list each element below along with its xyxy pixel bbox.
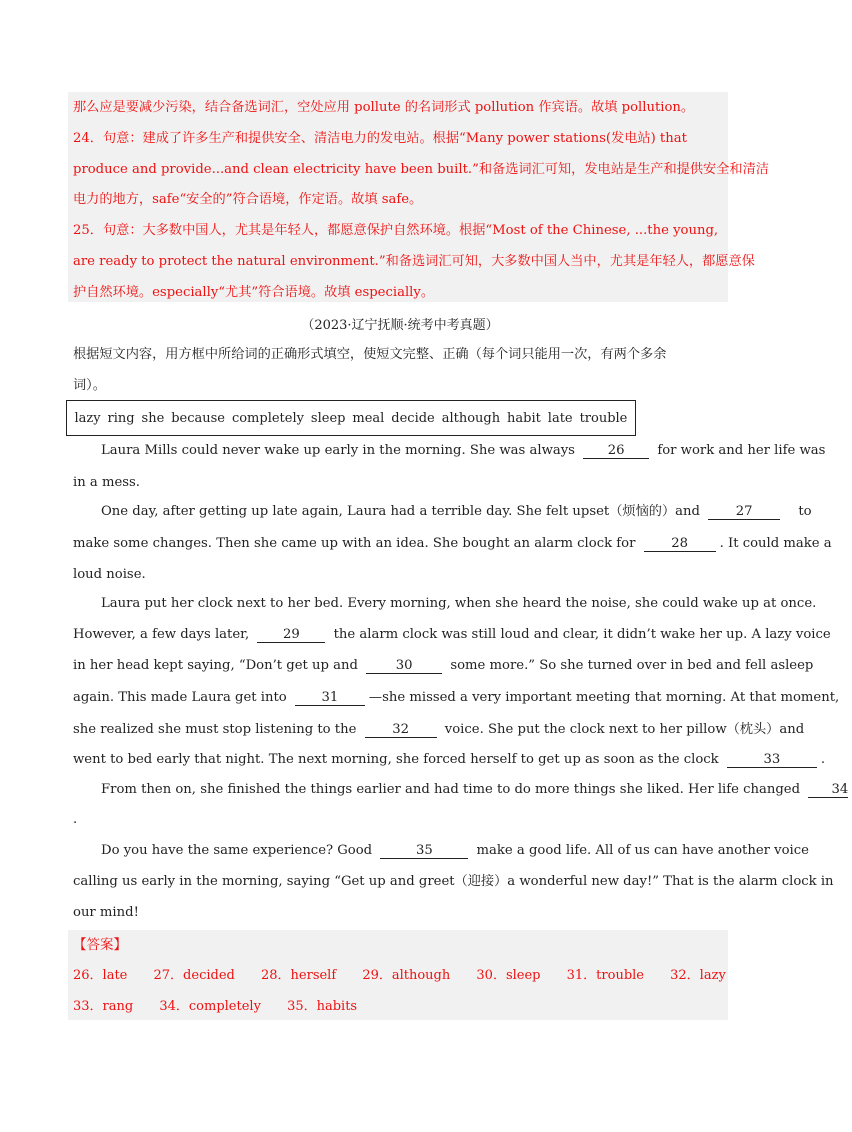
word-bank-item: ring <box>107 410 135 426</box>
passage-line <box>101 503 812 521</box>
passage-line <box>101 442 825 460</box>
answer-row <box>73 964 748 983</box>
answer-item: 26．late <box>73 968 128 983</box>
blank-31[interactable]: 31 <box>295 690 365 706</box>
blank-32[interactable]: 32 <box>365 722 437 738</box>
passage-text: in her head kept saying, “Don’t get up and <box>73 658 358 673</box>
passage-text: for work and her life was <box>657 443 826 458</box>
answer-item: 30．sleep <box>476 968 541 983</box>
explanation-line: 24．句意：建成了许多生产和提供安全、清洁电力的发电站。根据“Many power stations(发电站) that <box>73 131 687 146</box>
passage-text: However, a few days later, <box>73 627 250 642</box>
explanation-line: are ready to protect the natural environment.”和备选词汇可知，大多数中国人当中，尤其是年轻人，都愿意保 <box>73 254 755 269</box>
instruction-line: 根据短文内容，用方框中所给词的正确形式填空，使短文完整、正确（每个词只能用一次，有两个多余 <box>73 347 667 362</box>
passage-line <box>73 626 831 644</box>
passage-text: she realized she must stop listening to the <box>73 722 357 737</box>
word-bank-item: completely <box>231 410 304 426</box>
answer-heading: 【答案】 <box>73 937 127 953</box>
answer-item: 27．decided <box>153 968 235 983</box>
word-bank-item: although <box>441 410 501 426</box>
passage-text: From then on, she finished the things earlier and had time to do more things she liked. Her life changed <box>101 782 801 797</box>
explanation-line: 那么应是要减少污染，结合备选词汇，空处应用 pollute 的名词形式 pollution 作宾语。故填 pollution。 <box>73 100 695 115</box>
word-bank-item: meal <box>352 410 385 426</box>
explanation-line: 电力的地方，safe“安全的”符合语境，作定语。故填 safe。 <box>73 192 423 207</box>
answer-item: 28．herself <box>261 968 337 983</box>
answer-item: 32．lazy <box>670 968 726 983</box>
blank-30[interactable]: 30 <box>366 658 442 674</box>
answer-item: 31．trouble <box>566 968 644 983</box>
passage-text: again. This made Laura get into <box>73 690 287 705</box>
word-bank-item: decide <box>391 410 435 426</box>
exam-source: （2023·辽宁抚顺·统考中考真题） <box>301 318 499 333</box>
word-bank-item: sleep <box>310 410 346 426</box>
answer-item: 34．completely <box>159 999 261 1014</box>
word-bank-item: she <box>141 410 165 426</box>
word-bank-box <box>66 400 636 436</box>
word-bank-item: lazy <box>74 410 101 426</box>
passage-text: —she missed a very important meeting that morning. At that moment, <box>368 690 840 705</box>
answer-item: 29．although <box>362 968 451 983</box>
passage-line <box>101 842 809 860</box>
blank-26[interactable]: 26 <box>583 443 649 459</box>
passage-text: to <box>798 504 812 519</box>
passage-line: in a mess. <box>73 475 140 490</box>
blank-27[interactable]: 27 <box>708 504 780 520</box>
passage-text: voice. She put the clock next to her pillow（枕头）and <box>444 722 805 737</box>
passage-text: some more.” So she turned over in bed and fell asleep <box>450 658 814 673</box>
passage-line <box>101 781 852 799</box>
word-bank-item: late <box>547 410 573 426</box>
passage-text: Laura Mills could never wake up early in the morning. She was always <box>101 443 575 458</box>
passage-line: Laura put her clock next to her bed. Every morning, when she heard the noise, she could wake up at once. <box>101 596 817 611</box>
word-bank-item: habit <box>507 410 541 426</box>
answer-item: 33．rang <box>73 999 134 1014</box>
passage-line <box>73 751 825 769</box>
word-bank-item: because <box>171 410 226 426</box>
explanation-line: 25．句意：大多数中国人，尤其是年轻人，都愿意保护自然环境。根据“Most of the Chinese, ...the young, <box>73 223 719 238</box>
explanation-line: produce and provide...and clean electricity have been built.”和备选词汇可知，发电站是生产和提供安全和清洁 <box>73 162 769 177</box>
blank-33[interactable]: 33 <box>727 752 817 768</box>
explanation-line: 护自然环境。especially“尤其”符合语境。故填 especially。 <box>73 285 435 300</box>
passage-line: our mind! <box>73 905 139 920</box>
passage-line: calling us early in the morning, saying “Get up and greet（迎接）a wonderful new day!” That is the alarm clock in <box>73 874 834 889</box>
passage-text: Do you have the same experience? Good <box>101 843 373 858</box>
passage-text: One day, after getting up late again, Laura had a terrible day. She felt upset（烦恼的）and <box>101 504 700 519</box>
passage-line <box>73 689 839 707</box>
blank-34[interactable]: 34 <box>808 782 848 798</box>
passage-text: make a good life. All of us can have another voice <box>476 843 809 858</box>
passage-line: . <box>73 812 78 827</box>
blank-35[interactable]: 35 <box>380 843 468 859</box>
word-bank-item: trouble <box>579 410 628 426</box>
blank-29[interactable]: 29 <box>257 627 325 643</box>
passage-line <box>73 535 832 553</box>
passage-text: went to bed early that night. The next morning, she forced herself to get up as soon as the clock <box>73 752 719 767</box>
answer-row <box>73 995 379 1014</box>
instruction-line: 词）。 <box>73 378 106 393</box>
passage-text: make some changes. Then she came up with an idea. She bought an alarm clock for <box>73 536 636 551</box>
passage-text: the alarm clock was still loud and clear, it didn’t wake her up. A lazy voice <box>333 627 831 642</box>
passage-text: . It could make a <box>719 536 832 551</box>
passage-text: . <box>820 752 826 767</box>
passage-line: loud noise. <box>73 567 146 582</box>
answer-item: 35．habits <box>287 999 358 1014</box>
passage-line <box>73 721 804 739</box>
passage-line <box>73 657 813 675</box>
blank-28[interactable]: 28 <box>644 536 716 552</box>
